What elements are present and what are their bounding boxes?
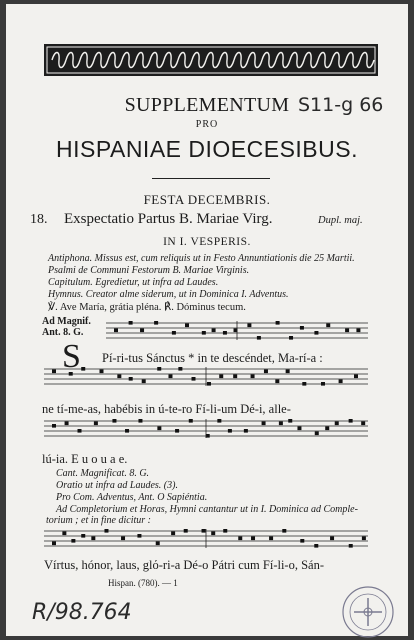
feast-number: 18. bbox=[30, 212, 48, 227]
neume bbox=[65, 422, 69, 426]
neume bbox=[276, 321, 280, 325]
neume bbox=[326, 324, 330, 328]
chant-initial: S bbox=[62, 338, 81, 375]
chant-lyrics-1: Pí-ri-tus Sánctus * in te descéndet, Ma-rí-a : bbox=[102, 351, 323, 365]
neume bbox=[244, 429, 248, 433]
neume bbox=[172, 331, 176, 335]
handwritten-shelfmark-bottom: R/98.764 bbox=[32, 600, 132, 625]
neume bbox=[94, 422, 98, 426]
rubric-antiphona: Antiphona. Missus est, cum reliquis ut in Festo Annuntiationis die 25 Martii. bbox=[48, 253, 355, 264]
neume bbox=[275, 380, 279, 384]
neume bbox=[140, 329, 144, 333]
neume bbox=[362, 537, 366, 541]
neume bbox=[117, 375, 121, 379]
neume bbox=[154, 321, 158, 325]
neume bbox=[189, 419, 193, 423]
neume bbox=[330, 537, 334, 541]
neume bbox=[142, 380, 146, 384]
neume bbox=[156, 542, 160, 546]
neume bbox=[171, 532, 175, 536]
neume bbox=[300, 539, 304, 543]
neume bbox=[219, 375, 223, 379]
neume bbox=[238, 537, 242, 541]
neume bbox=[175, 429, 179, 433]
neume bbox=[356, 329, 360, 333]
neume bbox=[345, 329, 349, 333]
feast-rank: Dupl. maj. bbox=[318, 215, 363, 226]
neume bbox=[52, 542, 56, 546]
hymn-lyrics: Vírtus, hónor, laus, glό-ri-a Dé-o Pátri cum Fí-li-o, Sán- bbox=[44, 558, 325, 572]
neume bbox=[335, 422, 339, 426]
chant-label-magnif: Ad Magnif. bbox=[42, 316, 91, 327]
handwritten-shelfmark-top: S11-g 66 bbox=[298, 94, 384, 116]
completorium-rubric-2: torium ; et in fine dicitur : bbox=[46, 515, 151, 526]
neume bbox=[52, 424, 56, 428]
neume bbox=[339, 380, 343, 384]
neume bbox=[129, 321, 133, 325]
neume bbox=[300, 326, 304, 330]
neume bbox=[297, 427, 301, 431]
chant-staff-3 bbox=[44, 418, 368, 440]
neume bbox=[247, 324, 251, 328]
feast-name: Exspectatio Partus B. Mariae Virg. bbox=[64, 211, 273, 227]
neume bbox=[78, 429, 82, 433]
neume bbox=[349, 419, 353, 423]
neume bbox=[81, 367, 85, 371]
section-heading: FESTA DECEMBRIS. bbox=[143, 192, 271, 207]
pro-com-rubric: Pro Com. Adventus, Ant. O Sapiéntia. bbox=[56, 492, 208, 503]
title-rule bbox=[152, 178, 270, 179]
neume bbox=[228, 429, 232, 433]
neume bbox=[211, 532, 215, 536]
rubric-hymnus: Hymnus. Creator alme siderum, ut in Dominica I. Adventus. bbox=[48, 289, 289, 300]
neume bbox=[289, 336, 293, 340]
neume bbox=[62, 532, 66, 536]
neume bbox=[269, 537, 273, 541]
ornamental-header-band bbox=[44, 44, 378, 76]
neume bbox=[251, 375, 255, 379]
neume bbox=[325, 427, 329, 431]
chant-staff-1 bbox=[106, 320, 368, 342]
printer-signature: Hispan. (780). — 1 bbox=[108, 578, 178, 588]
rubric-psalmi: Psalmi de Communi Festorum B. Mariae Virginis. bbox=[48, 265, 250, 276]
neume bbox=[114, 329, 118, 333]
chant-label-antiphon: Ant. 8. G. bbox=[42, 327, 84, 338]
neume bbox=[264, 370, 268, 374]
versicle-response: ℣. Ave María, grátia pléna. ℟. Dóminus tecum. bbox=[48, 302, 246, 313]
office-heading: IN I. VESPERIS. bbox=[163, 236, 251, 248]
chant-lyrics-2: ne tí-me-as, habébis in ú-te-ro Fí-li-um Dé-i, alle- bbox=[42, 402, 291, 416]
neume bbox=[286, 370, 290, 374]
neume bbox=[129, 377, 133, 381]
neume bbox=[185, 324, 189, 328]
neume bbox=[251, 537, 255, 541]
neume bbox=[262, 422, 266, 426]
neume bbox=[99, 370, 103, 374]
neume bbox=[202, 331, 206, 335]
neume bbox=[168, 375, 172, 379]
neume bbox=[279, 422, 283, 426]
neume bbox=[315, 432, 319, 436]
neume bbox=[207, 382, 211, 386]
neume bbox=[354, 375, 358, 379]
neume bbox=[314, 544, 318, 548]
neume bbox=[349, 544, 353, 548]
oratio-rubric: Oratio ut infra ad Laudes. (3). bbox=[56, 480, 178, 491]
document-page bbox=[6, 4, 408, 636]
rubric-capitulum: Capitulum. Egredietur, ut infra ad Laudes. bbox=[48, 277, 219, 288]
neume bbox=[157, 427, 161, 431]
library-stamp bbox=[340, 584, 396, 640]
neume bbox=[71, 539, 75, 543]
completorium-rubric-1: Ad Completorium et Horas, Hymni cantantur ut in I. Dominica ad Comple- bbox=[56, 504, 358, 515]
neume bbox=[157, 367, 161, 371]
neume bbox=[202, 529, 206, 533]
neume bbox=[125, 429, 129, 433]
neume bbox=[288, 419, 292, 423]
neume bbox=[138, 419, 142, 423]
neume bbox=[282, 529, 286, 533]
supplement-title: SUPPLEMENTUM bbox=[124, 94, 290, 116]
neume bbox=[137, 534, 141, 538]
pro-word: PRO bbox=[195, 119, 219, 130]
cant-magnificat: Cant. Magnificat. 8. G. bbox=[56, 468, 150, 479]
chant-staff-4 bbox=[44, 528, 368, 550]
neume bbox=[257, 336, 261, 340]
neume bbox=[217, 419, 221, 423]
neume bbox=[321, 382, 325, 386]
diocese-title: HISPANIAE DIOECESIBUS. bbox=[56, 136, 358, 162]
neume bbox=[212, 329, 216, 333]
neume bbox=[223, 529, 227, 533]
chant-lyrics-3: lú-ia. E u o u a e. bbox=[42, 452, 128, 466]
neume bbox=[223, 331, 227, 335]
neume bbox=[361, 422, 365, 426]
neume bbox=[184, 529, 188, 533]
neume bbox=[302, 382, 306, 386]
neume bbox=[81, 534, 85, 538]
neume bbox=[314, 331, 318, 335]
chant-staff-2 bbox=[44, 366, 368, 388]
neume bbox=[192, 377, 196, 381]
neume bbox=[104, 529, 108, 533]
neume bbox=[178, 367, 182, 371]
neume bbox=[91, 537, 95, 541]
neume bbox=[112, 419, 116, 423]
neume bbox=[52, 370, 56, 374]
neume bbox=[233, 375, 237, 379]
neume bbox=[121, 537, 125, 541]
